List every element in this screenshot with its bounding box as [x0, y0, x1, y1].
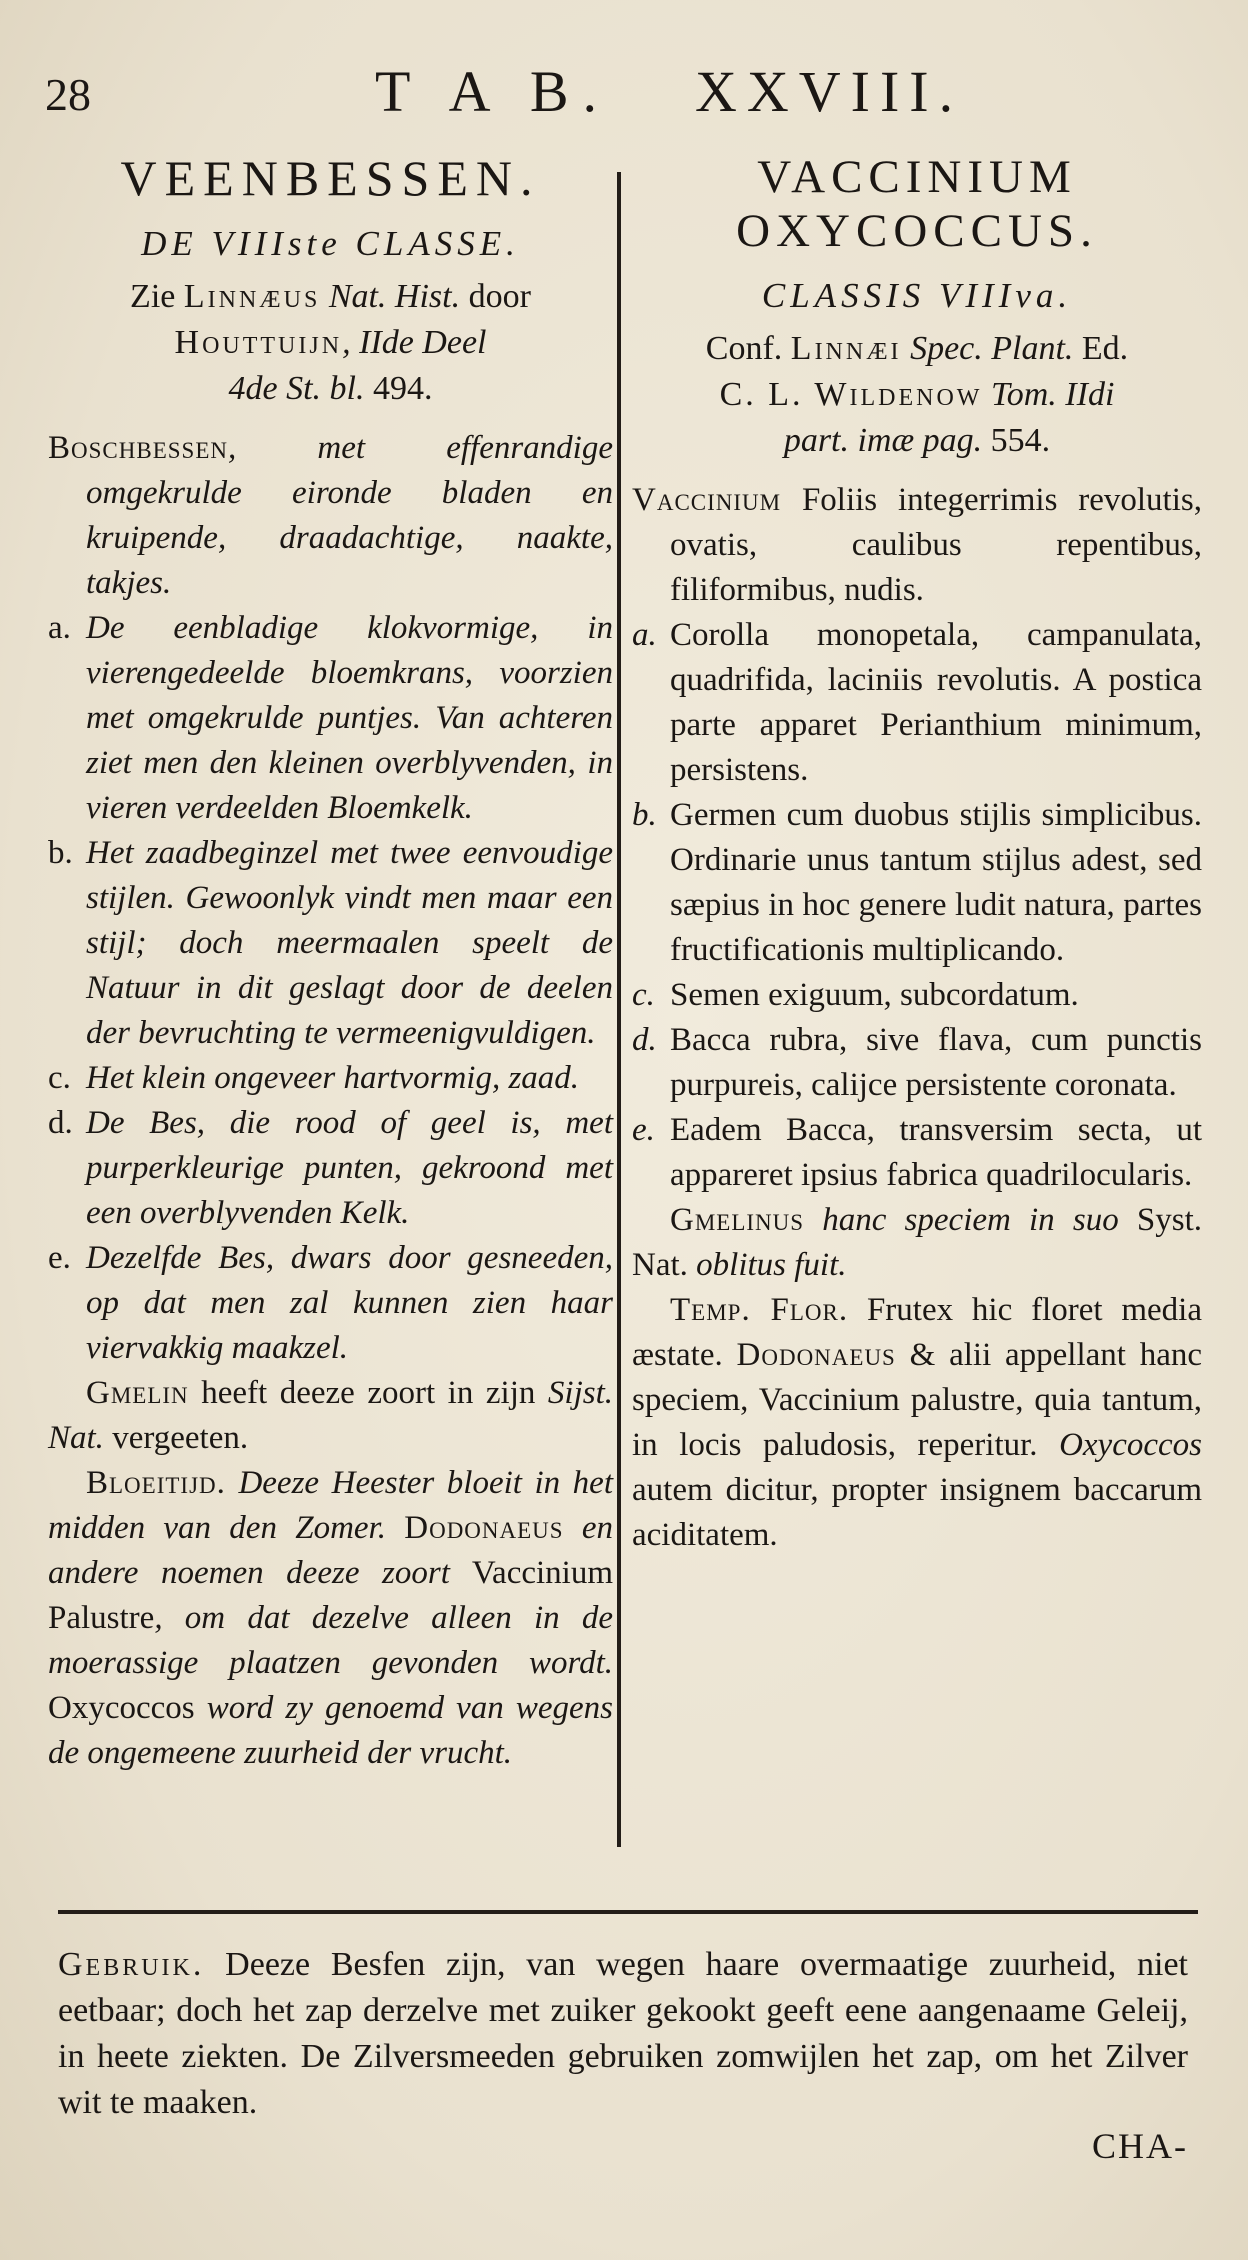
- usage-paragraph: Gebruik. Deeze Besfen zijn, van wegen haare overmaatige zuurheid, niet eetbaar; doch het zap derzelve met zuiker gekookt geeft eene aangenaame Geleij, in heete ziekten. De Zilversmeeden gebruiken zomwijlen het zap, om het Zilver wit te maaken.: [58, 1946, 1189, 2121]
- running-head: [45, 58, 1205, 128]
- latin-item-a: a. Corolla monopetala, campanulata, quadrifida, laciniis revolutis. A postica parte apparet Perianthium minimum, persistens.: [632, 617, 1202, 788]
- dutch-item-d: d. De Bes, die rood of geel is, met purperkleurige punten, gekroond met een overblyvenden Kelk.: [48, 1105, 613, 1231]
- plate-numeral: XXVIII.: [695, 59, 964, 124]
- latin-flowering-note: Temp. Flor. Frutex hic floret media æstate. Dodonaeus & alii appellant hanc speciem, Vaccinium palustre, quia tantum, in locis paludosis, reperitur. Oxycoccos autem dicitur, propter insignem baccarum aciditatem.: [632, 1292, 1203, 1553]
- dutch-item-e: e. Dezelfde Bes, dwars door gesneeden, op dat men zal kunnen zien haar viervakkig maakzel.: [48, 1240, 613, 1366]
- page-number: 28: [45, 69, 91, 120]
- latin-reference: Conf. Linnæi Spec. Plant. Ed. C. L. Wildenow Tom. IIdi part. imæ pag. 554.: [705, 330, 1129, 459]
- dutch-reference: Zie Linnæus Nat. Hist. door Houttuijn, IIde Deel 4de St. bl. 494.: [130, 278, 531, 407]
- footer-divider: [58, 1910, 1198, 1914]
- latin-class: CLASSIS VIIIva.: [761, 276, 1073, 315]
- latin-item-c: c. Semen exiguum, subcordatum.: [632, 977, 1079, 1013]
- dutch-flowering-note: Bloeitijd. Deeze Heester bloeit in het midden van den Zomer. Dodonaeus en andere noemen deeze zoort Vaccinium Palustre, om dat dezelve alleen in de moerassige plaatzen gevonden wordt. Oxycoccos word zy genoemd van wegens de ongemeene zuurheid der vrucht.: [48, 1465, 614, 1771]
- latin-item-b: b. Germen cum duobus stijlis simplicibus. Ordinarie unus tantum stijlus adest, sed sæpius in hoc genere ludit natura, partes fructificationis multiplicando.: [632, 797, 1202, 968]
- plate-label: T A B.: [375, 59, 612, 124]
- dutch-title: VEENBESSEN.: [120, 150, 541, 206]
- dutch-column: [48, 150, 613, 1776]
- latin-item-d: d. Bacca rubra, sive flava, cum punctis purpureis, calijce persistente coronata.: [632, 1022, 1202, 1103]
- latin-title-line-1: VACCINIUM: [757, 151, 1077, 203]
- dutch-gmelin-note: Gmelin heeft deeze zoort in zijn Sijst. Nat. vergeeten.: [48, 1375, 614, 1456]
- catchword: CHA-: [1092, 2126, 1188, 2166]
- dutch-item-a: a. De eenbladige klokvormige, in vierengedeelde bloemkrans, voorzien met omgekrulde puntjes. Van achteren ziet men den kleinen overblyvenden, in vieren verdeelden Bloemkelk.: [48, 610, 613, 826]
- latin-title-line-2: OXYCOCCUS.: [736, 205, 1098, 257]
- latin-item-e: e. Eadem Bacca, transversim secta, ut appareret ipsius fabrica quadrilocularis.: [632, 1112, 1202, 1193]
- dutch-item-c: c. Het klein ongeveer hartvormig, zaad.: [48, 1060, 580, 1096]
- dutch-description: Boschbessen, met effenrandige omgekrulde eironde bladen en kruipende, draadachtige, naakte, takjes.: [48, 430, 613, 601]
- latin-gmelinus-note: Gmelinus hanc speciem in suo Syst. Nat. oblitus fuit.: [632, 1202, 1202, 1283]
- latin-column: [632, 150, 1202, 1558]
- dutch-class: DE VIIIste CLASSE.: [141, 224, 520, 263]
- column-divider: [617, 172, 621, 1847]
- latin-description: Vaccinium Foliis integerrimis revolutis, ovatis, caulibus repentibus, filiformibus, nudis.: [632, 482, 1202, 608]
- dutch-item-b: b. Het zaadbeginzel met twee eenvoudige stijlen. Gewoonlyk vindt men maar een stijl; doch meermaalen speelt de Natuur in dit geslagt door de deelen der bevruchting te vermeenigvuldigen.: [48, 835, 613, 1051]
